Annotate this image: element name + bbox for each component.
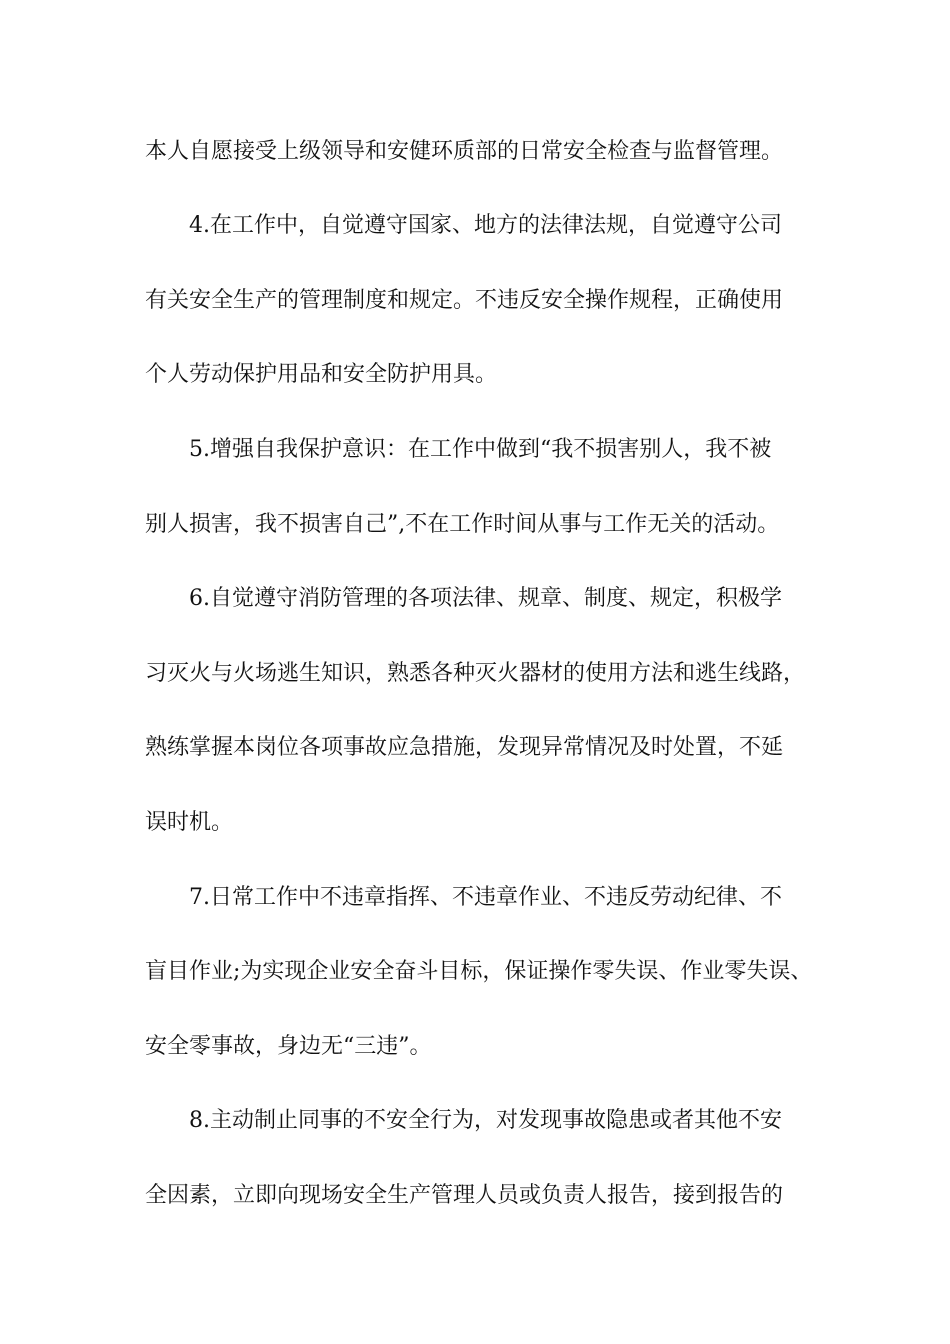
text-line: 别人损害，我不损害自己”,不在工作时间从事与工作无关的活动。 xyxy=(145,512,780,537)
text-line: 误时机。 xyxy=(145,810,234,835)
text-line: 习灭火与火场逃生知识，熟悉各种灭火器材的使用方法和逃生线路， xyxy=(145,661,806,686)
text-line: 6.自觉遵守消防管理的各项法律、规章、制度、规定，积极学 xyxy=(189,586,782,611)
text-line: 7.日常工作中不违章指挥、不违章作业、不违反劳动纪律、不 xyxy=(189,885,782,910)
text-line: 个人劳动保护用品和安全防护用具。 xyxy=(145,362,498,387)
text-line: 5.增强自我保护意识：在工作中做到“我不损害别人，我不被 xyxy=(189,437,772,462)
text-line: 盲目作业;为实现企业安全奋斗目标，保证操作零失误、作业零失误、 xyxy=(145,959,813,984)
text-line: 有关安全生产的管理制度和规定。不违反安全操作规程，正确使用 xyxy=(145,288,784,313)
text-line: 熟练掌握本岗位各项事故应急措施，发现异常情况及时处置，不延 xyxy=(145,735,784,760)
text-line: 4.在工作中，自觉遵守国家、地方的法律法规，自觉遵守公司 xyxy=(189,213,782,238)
text-line: 全因素，立即向现场安全生产管理人员或负责人报告，接到报告的 xyxy=(145,1183,784,1208)
text-line: 本人自愿接受上级领导和安健环质部的日常安全检查与监督管理。 xyxy=(145,139,784,164)
text-line: 8.主动制止同事的不安全行为，对发现事故隐患或者其他不安 xyxy=(189,1108,782,1133)
text-line: 安全零事故，身边无“三违”。 xyxy=(145,1034,432,1059)
